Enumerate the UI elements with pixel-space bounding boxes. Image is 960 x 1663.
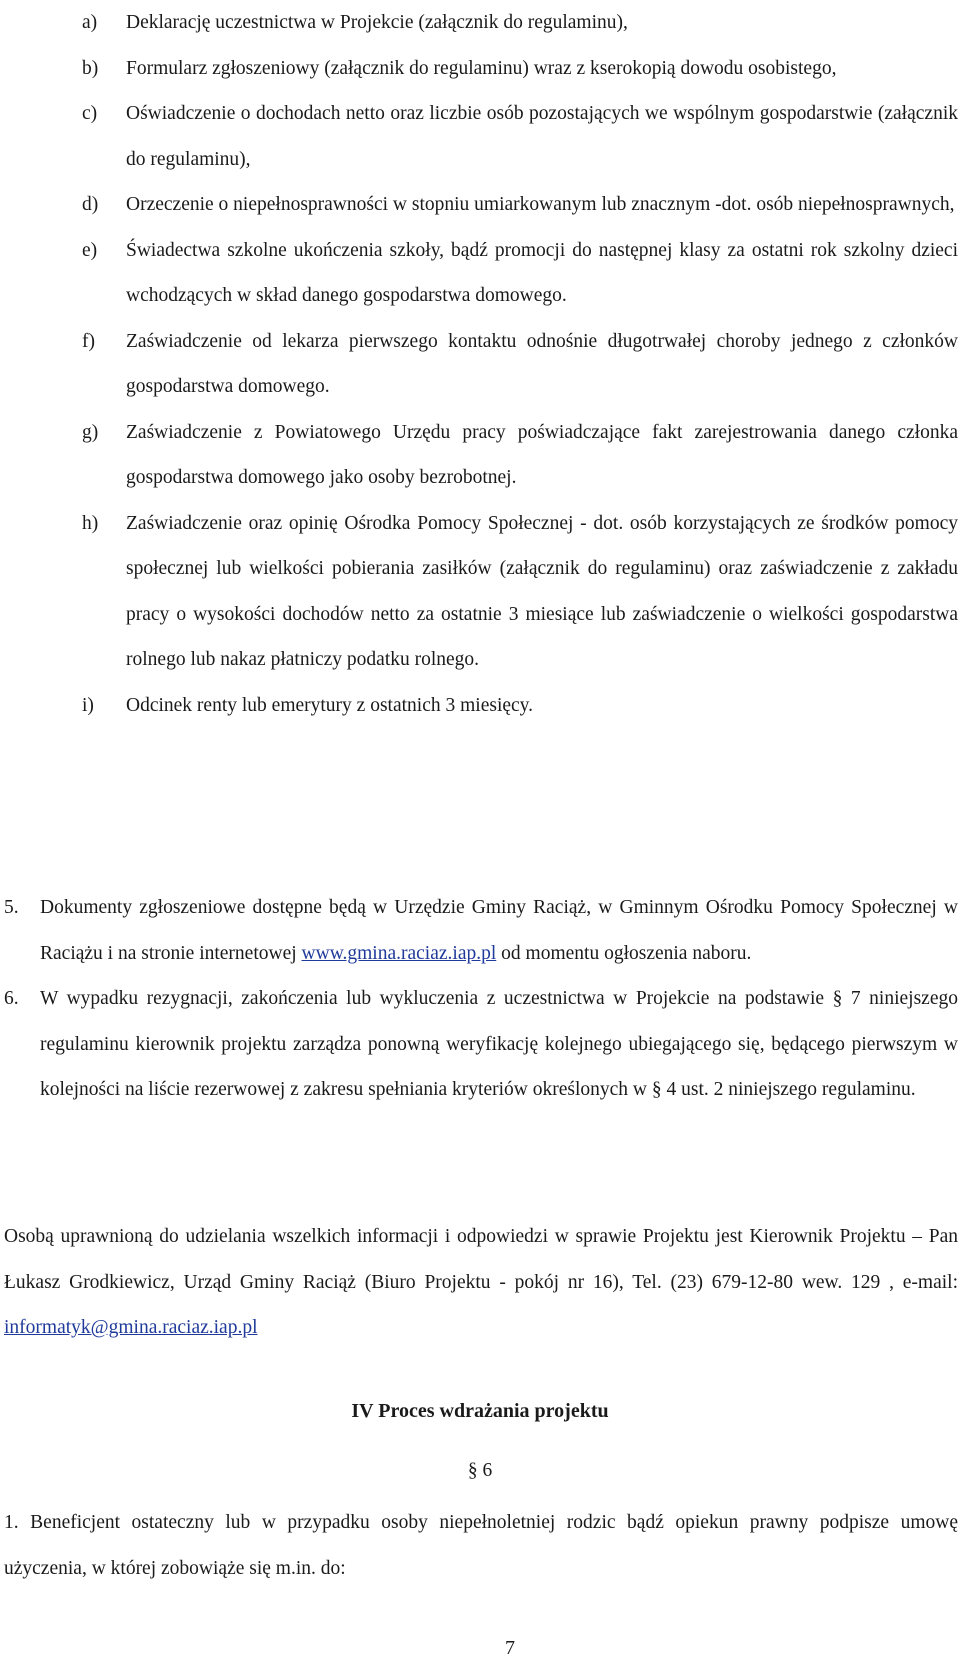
list-marker: 6. <box>4 988 19 1009</box>
section-title: IV Proces wdrażania projektu <box>351 1400 609 1422</box>
list-item-g <box>82 410 958 501</box>
list-text: Odcinek renty lub emerytury z ostatnich 3 miesięcy. <box>126 694 534 716</box>
list-text: Zaświadczenie oraz opinię Ośrodka Pomocy Społecznej - dot. osób korzystających ze środków pomocy społecznej lub wielkości pobierania zasiłków (załącznik do regulaminu) oraz zaświadczenie z zakładu pracy o wysokości dochodów netto za ostatnie 3 miesiące lub zaświadczenie o wielkości gospodarstwa rolnego lub nakaz płatniczy podatku rolnego. <box>126 512 958 670</box>
list-text: W wypadku rezygnacji, zakończenia lub wykluczenia z uczestnictwa w Projekcie na podstawie § 7 niniejszego regulaminu kierownik projektu zarządza ponowną weryfikację kolejnego ubiegającego się, będącego pierwszym w kolejności na liście rezerwowej z zakresu spełniania kryteriów określonych w § 4 ust. 2 niniejszego regulaminu. <box>40 988 958 1100</box>
list-item-h <box>82 501 958 683</box>
list-item-i <box>82 683 958 729</box>
list-item-d <box>82 182 958 228</box>
list-text: Zaświadczenie z Powiatowego Urzędu pracy poświadczające fakt zarejestrowania danego członka gospodarstwa domowego jako osoby bezrobotnej. <box>126 421 958 488</box>
page-number: 7 <box>505 1637 515 1659</box>
list-marker: i) <box>82 694 94 716</box>
list-text <box>40 885 958 976</box>
list-item-f <box>82 319 958 410</box>
item5-text-after: od momentu ogłoszenia naboru. <box>496 942 752 964</box>
contact-text: Osobą uprawnioną do udzielania wszelkich informacji i odpowiedzi w sprawie Projektu jest Kierownik Projektu – Pan Łukasz Grodkiewicz, Urząd Gminy Raciąż (Biuro Projektu - pokój nr 16), Tel. (23) 679-12-80 wew. 129 , e-mail: <box>4 1226 958 1293</box>
section-item-1: 1. Beneficjent ostateczny lub w przypadku osoby niepełnoletniej rodzic bądź opiekun prawny podpisze umowę użyczenia, w której zobowiąże się m.in. do: <box>4 1512 958 1579</box>
list-marker: h) <box>82 512 99 534</box>
website-link[interactable]: www.gmina.raciaz.iap.pl <box>301 942 497 964</box>
list-text: Deklarację uczestnictwa w Projekcie (załącznik do regulaminu), <box>126 12 628 33</box>
list-marker: 5. <box>4 897 19 918</box>
list-text: Oświadczenie o dochodach netto oraz liczbie osób pozostających we wspólnym gospodarstwie (załącznik do regulaminu), <box>126 103 958 170</box>
list-marker: b) <box>82 57 99 79</box>
list-marker: e) <box>82 239 98 261</box>
list-item-c <box>82 91 958 182</box>
numbered-list <box>4 885 958 1113</box>
paragraph-sign: § 6 <box>467 1460 493 1481</box>
list-text: Formularz zgłoszeniowy (załącznik do regulaminu) wraz z kserokopią dowodu osobistego, <box>126 57 837 79</box>
list-marker: g) <box>82 421 99 443</box>
item5-text-before: Dokumenty zgłoszeniowe dostępne będą w Urzędzie Gminy Raciąż, w Gminnym Ośrodku Pomocy Społecznej w Raciążu i na stronie internetowej <box>40 897 958 964</box>
email-link[interactable]: informatyk@gmina.raciaz.iap.pl <box>4 1317 258 1338</box>
list-marker: c) <box>82 103 98 124</box>
list-item-e <box>82 228 958 319</box>
required-documents-list <box>82 0 958 728</box>
list-text: Świadectwa szkolne ukończenia szkoły, bądź promocji do następnej klasy za ostatni rok szkolny dzieci wchodzących w skład danego gospodarstwa domowego. <box>126 239 958 306</box>
list-text: Zaświadczenie od lekarza pierwszego kontaktu odnośnie długotrwałej choroby jednego z członków gospodarstwa domowego. <box>126 330 958 397</box>
numbered-item-5 <box>4 885 958 976</box>
list-marker: a) <box>82 12 98 33</box>
list-item-a <box>82 0 958 46</box>
list-marker: f) <box>82 330 95 352</box>
contact-paragraph <box>4 1214 958 1351</box>
numbered-item-6 <box>4 976 958 1113</box>
list-text: Orzeczenie o niepełnosprawności w stopniu umiarkowanym lub znacznym -dot. osób niepełnosprawnych, <box>126 194 955 215</box>
list-marker: d) <box>82 194 99 215</box>
list-item-b <box>82 46 958 92</box>
